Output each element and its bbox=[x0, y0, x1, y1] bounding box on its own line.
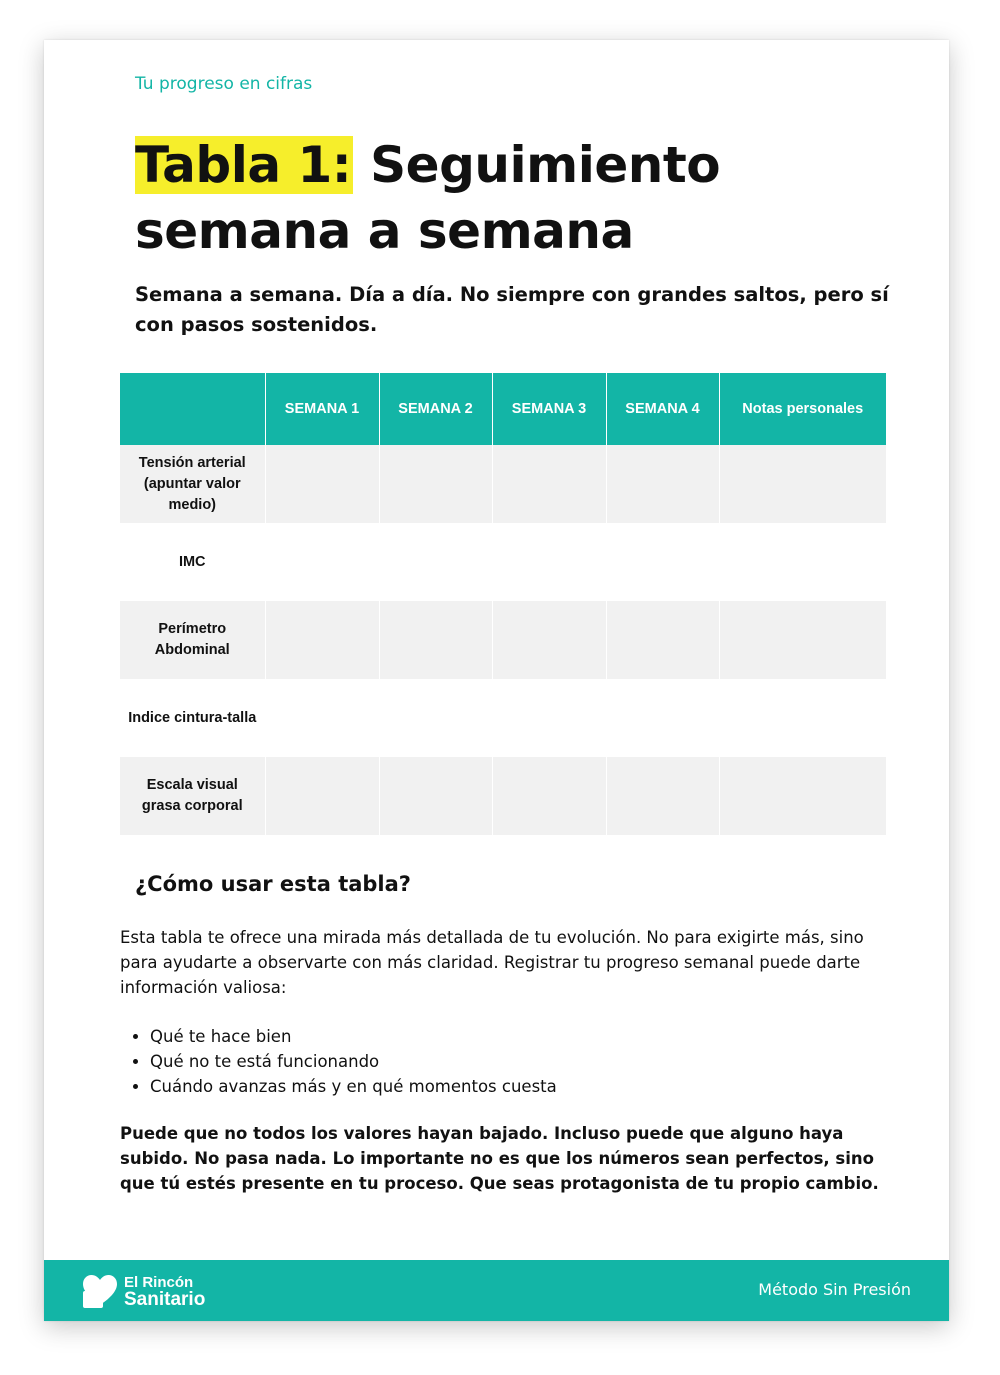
row-label: Escala visual grasa corporal bbox=[120, 757, 265, 835]
entry-cell[interactable] bbox=[606, 601, 719, 679]
footer-bar bbox=[44, 1260, 949, 1321]
entry-cell[interactable] bbox=[492, 679, 606, 757]
entry-cell[interactable] bbox=[606, 679, 719, 757]
page-title bbox=[135, 132, 855, 264]
header-cell-week-2: SEMANA 2 bbox=[379, 373, 492, 445]
lead-paragraph: Semana a semana. Día a día. No siempre con grandes saltos, pero sí con pasos sostenidos. bbox=[135, 283, 889, 336]
entry-cell[interactable] bbox=[379, 601, 492, 679]
table-row bbox=[120, 601, 886, 679]
table-header-row bbox=[120, 373, 886, 445]
howto-paragraph: Esta tabla te ofrece una mirada más detallada de tu evolución. No para exigirte más, sino para ayudarte a observarte con más claridad. Registrar tu progreso semanal puede darte información valiosa: bbox=[120, 928, 864, 997]
notes-cell[interactable] bbox=[719, 757, 886, 835]
heart-icon bbox=[82, 1274, 118, 1308]
entry-cell[interactable] bbox=[492, 601, 606, 679]
closing-paragraph: Puede que no todos los valores hayan bajado. Incluso puede que alguno haya subido. No pasa nada. Lo importante no es que los números sean perfectos, sino que tú estés presente en tu proceso. Que seas protagonista de tu propio cambio. bbox=[120, 1124, 879, 1193]
entry-cell[interactable] bbox=[265, 523, 379, 601]
entry-cell[interactable] bbox=[379, 523, 492, 601]
title-highlight: Tabla 1: bbox=[135, 136, 352, 194]
row-label: IMC bbox=[120, 523, 265, 601]
table-row bbox=[120, 523, 886, 601]
table-row bbox=[120, 757, 886, 835]
footer-tagline: Método Sin Presión bbox=[758, 1280, 911, 1299]
row-label: Tensión arterial (apuntar valor medio) bbox=[120, 445, 265, 523]
howto-heading: ¿Cómo usar esta tabla? bbox=[135, 872, 411, 896]
notes-cell[interactable] bbox=[719, 679, 886, 757]
tracking-table bbox=[120, 373, 886, 835]
entry-cell[interactable] bbox=[606, 445, 719, 523]
header-cell-blank bbox=[120, 373, 265, 445]
entry-cell[interactable] bbox=[606, 757, 719, 835]
table-row bbox=[120, 445, 886, 523]
howto-bullet-list bbox=[120, 1024, 557, 1099]
brand-name bbox=[124, 1274, 205, 1308]
header-cell-week-4: SEMANA 4 bbox=[606, 373, 719, 445]
entry-cell[interactable] bbox=[265, 757, 379, 835]
entry-cell[interactable] bbox=[606, 523, 719, 601]
entry-cell[interactable] bbox=[492, 523, 606, 601]
header-cell-notes: Notas personales bbox=[719, 373, 886, 445]
brand-line-1: El Rincón bbox=[124, 1274, 194, 1291]
entry-cell[interactable] bbox=[379, 445, 492, 523]
row-label: Indice cintura-talla bbox=[120, 679, 265, 757]
table-row bbox=[120, 679, 886, 757]
list-item: • Qué no te está funcionando bbox=[150, 1049, 557, 1074]
notes-cell[interactable] bbox=[719, 445, 886, 523]
entry-cell[interactable] bbox=[265, 601, 379, 679]
entry-cell[interactable] bbox=[492, 445, 606, 523]
entry-cell[interactable] bbox=[379, 679, 492, 757]
notes-cell[interactable] bbox=[719, 601, 886, 679]
header-cell-week-1: SEMANA 1 bbox=[265, 373, 379, 445]
brand-logo bbox=[82, 1271, 205, 1311]
document-page bbox=[44, 40, 949, 1321]
list-item: • Qué te hace bien bbox=[150, 1024, 557, 1049]
notes-cell[interactable] bbox=[719, 523, 886, 601]
title-rest: Seguimiento semana a semana bbox=[135, 136, 721, 260]
list-item: • Cuándo avanzas más y en qué momentos cuesta bbox=[150, 1074, 557, 1099]
brand-line-2: Sanitario bbox=[124, 1289, 206, 1310]
section-eyebrow: Tu progreso en cifras bbox=[135, 74, 313, 94]
entry-cell[interactable] bbox=[379, 757, 492, 835]
row-label: Perímetro Abdominal bbox=[120, 601, 265, 679]
entry-cell[interactable] bbox=[492, 757, 606, 835]
header-cell-week-3: SEMANA 3 bbox=[492, 373, 606, 445]
entry-cell[interactable] bbox=[265, 679, 379, 757]
entry-cell[interactable] bbox=[265, 445, 379, 523]
